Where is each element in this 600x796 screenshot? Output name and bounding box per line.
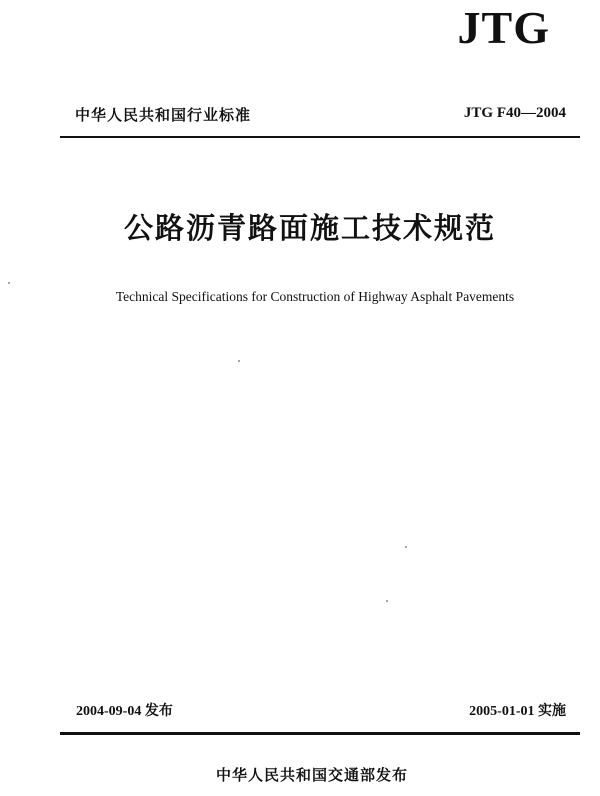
standard-category: 中华人民共和国行业标准	[75, 106, 252, 124]
document-title-english: Technical Specifications for Construction of Highway Asphalt Pavements	[115, 289, 515, 304]
scan-speck	[238, 360, 240, 362]
top-divider	[60, 136, 580, 138]
scan-speck	[405, 546, 407, 548]
effective-date: 2005-01-01 实施	[469, 704, 566, 719]
jtg-logo: JTG	[457, 2, 550, 53]
scan-speck	[8, 282, 10, 284]
document-title-chinese: 公路沥青路面施工技术规范	[123, 211, 496, 245]
issue-date: 2004-09-04 发布	[76, 704, 173, 719]
bottom-divider	[60, 732, 580, 735]
publisher: 中华人民共和国交通部发布	[215, 766, 408, 784]
standard-code: JTG F40—2004	[463, 105, 566, 121]
scan-speck	[386, 600, 388, 602]
